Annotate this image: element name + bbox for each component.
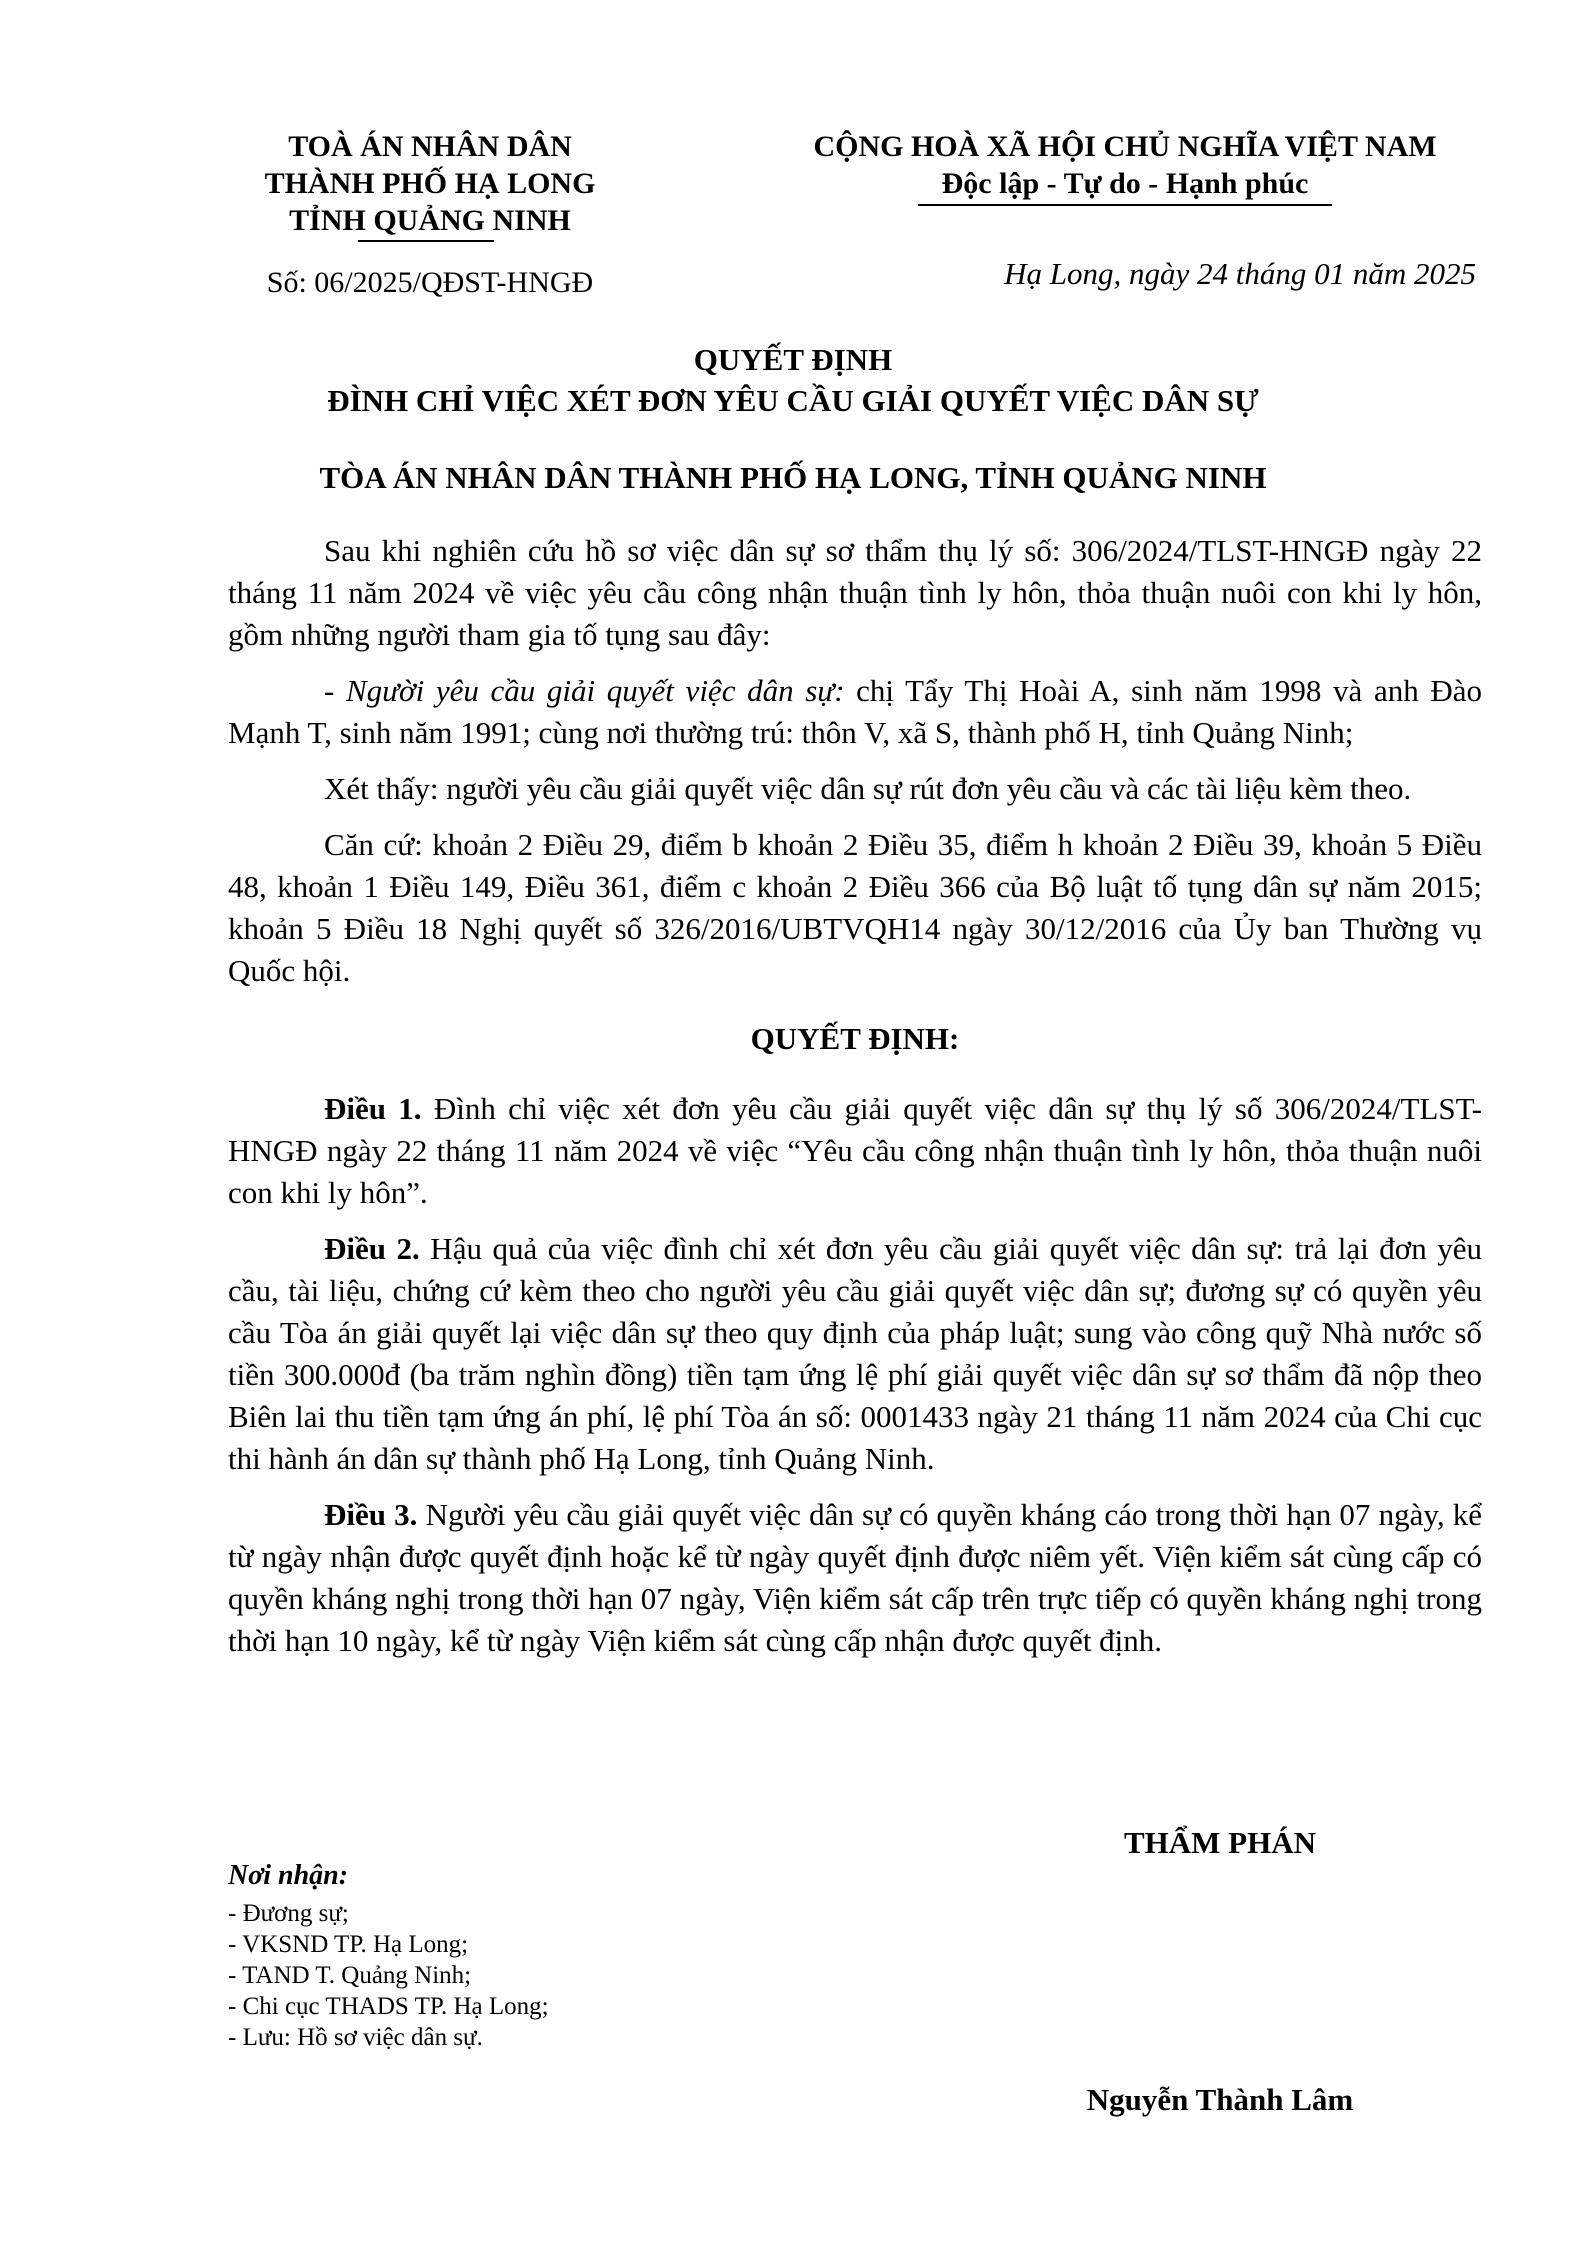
article-2-text: Hậu quả của việc đình chỉ xét đơn yêu cầu giải quyết việc dân sự: trả lại đơn yêu cầu, tài liệu, chứng cứ kèm theo cho người yêu cầu giải quyết việc dân sự; đương sự có quyền yêu cầu Tòa án giải quyết lại việc dân sự theo quy định của pháp luật; sung vào công quỹ Nhà nước số tiền 300.000đ (ba trăm nghìn đồng) tiền tạm ứng lệ phí giải quyết việc dân sự sơ thẩm đã nộp theo Biên lai thu tiền tạm ứng án phí, lệ phí Tòa án số: 0001433 ngày 21 tháng 11 năm 2024 của Chi cục thi hành án dân sự thành phố Hạ Long, tỉnh Quảng Ninh.	[228, 1231, 1482, 1476]
paragraph-consideration: Xét thấy: người yêu cầu giải quyết việc dân sự rút đơn yêu cầu và các tài liệu kèm theo.	[324, 771, 1412, 806]
article-3-text: Người yêu cầu giải quyết việc dân sự có quyền kháng cáo trong thời hạn 07 ngày, kể từ ngày nhận được quyết định hoặc kể từ ngày quyết định được niêm yết. Viện kiểm sát cùng cấp có quyền kháng nghị trong thời hạn 07 ngày, Viện kiểm sát cấp trên trực tiếp có quyền kháng nghị trong thời hạn 10 ngày, kể từ ngày Viện kiểm sát cùng cấp nhận được quyết định.	[228, 1497, 1483, 1658]
paragraph-parties	[228, 670, 1482, 754]
paragraph-intro: Sau khi nghiên cứu hồ sơ việc dân sự sơ thẩm thụ lý số: 306/2024/TLST-HNGĐ ngày 22 tháng 11 năm 2024 về việc yêu cầu công nhận thuận tình ly hôn, thỏa thuận nuôi con khi ly hôn, gồm những người tham gia tố tụng sau đây:	[228, 533, 1482, 652]
article-2-label: Điều 2.	[324, 1231, 420, 1266]
recipient-item: - Chi cục THADS TP. Hạ Long;	[228, 1993, 549, 2020]
place-date: Hạ Long, ngày 24 tháng 01 năm 2025	[1004, 256, 1476, 291]
paragraph-legal-basis: Căn cứ: khoản 2 Điều 29, điểm b khoản 2 Điều 35, điểm h khoản 2 Điều 39, khoản 5 Điều 48, khoản 1 Điều 149, Điều 361, điểm c khoản 2 Điều 366 của Bộ luật tố tụng dân sự năm 2015; khoản 5 Điều 18 Nghị quyết số 326/2016/UBTVQH14 ngày 30/12/2016 của Ủy ban Thường vụ Quốc hội.	[228, 827, 1482, 988]
court-name-line3: TỈNH QUẢNG NINH	[289, 204, 571, 237]
recipients-list	[228, 1898, 549, 2053]
recipient-item: - VKSND TP. Hạ Long;	[228, 1931, 469, 1958]
court-name-line1: TOÀ ÁN NHÂN DÂN	[288, 130, 572, 163]
national-motto: Độc lập - Tự do - Hạnh phúc	[941, 167, 1309, 200]
court-header-underline	[358, 240, 494, 242]
court-name-line2: THÀNH PHỐ HẠ LONG	[264, 167, 596, 200]
recipient-item: - Lưu: Hồ sơ việc dân sự.	[228, 2024, 483, 2051]
document-number: Số: 06/2025/QĐST-HNGĐ	[266, 266, 594, 299]
court-header	[210, 128, 650, 239]
article-3-label: Điều 3.	[324, 1497, 418, 1532]
decision-heading: QUYẾT ĐỊNH:	[750, 1021, 960, 1056]
parties-prefix: -	[324, 673, 346, 708]
article-1-text: Đình chỉ việc xét đơn yêu cầu giải quyết việc dân sự thụ lý số 306/2024/TLST-HNGĐ ngày 22 tháng 11 năm 2024 về việc “Yêu cầu công nhận thuận tình ly hôn, thỏa thuận nuôi con khi ly hôn”.	[228, 1091, 1482, 1210]
document-body	[228, 530, 1482, 1662]
parties-label: Người yêu cầu giải quyết việc dân sự:	[345, 673, 845, 708]
signer-name: Nguyễn Thành Lâm	[1086, 2082, 1354, 2117]
article-1	[228, 1088, 1482, 1214]
national-header	[760, 128, 1490, 202]
national-title: CỘNG HOÀ XÃ HỘI CHỦ NGHĨA VIỆT NAM	[813, 130, 1437, 163]
recipients-heading: Nơi nhận:	[228, 1860, 349, 1891]
recipient-item: - TAND T. Quảng Ninh;	[228, 1962, 472, 1989]
signer-title: THẨM PHÁN	[1123, 1825, 1316, 1860]
article-2	[228, 1228, 1482, 1480]
article-1-label: Điều 1.	[324, 1091, 422, 1126]
article-3	[228, 1494, 1482, 1662]
parties-text: chị Tẩy Thị Hoài A, sinh năm 1998 và anh Đào Mạnh T, sinh năm 1991; cùng nơi thường trú: thôn V, xã S, thành phố H, tỉnh Quảng Ninh;	[228, 673, 1482, 750]
document-subtitle: ĐÌNH CHỈ VIỆC XÉT ĐƠN YÊU CẦU GIẢI QUYẾT VIỆC DÂN SỰ	[327, 383, 1259, 418]
issuing-court: TÒA ÁN NHÂN DÂN THÀNH PHỐ HẠ LONG, TỈNH QUẢNG NINH	[319, 460, 1267, 495]
motto-underline	[918, 204, 1332, 206]
recipient-item: - Đương sự;	[228, 1900, 349, 1927]
document-title: QUYẾT ĐỊNH	[693, 342, 893, 377]
